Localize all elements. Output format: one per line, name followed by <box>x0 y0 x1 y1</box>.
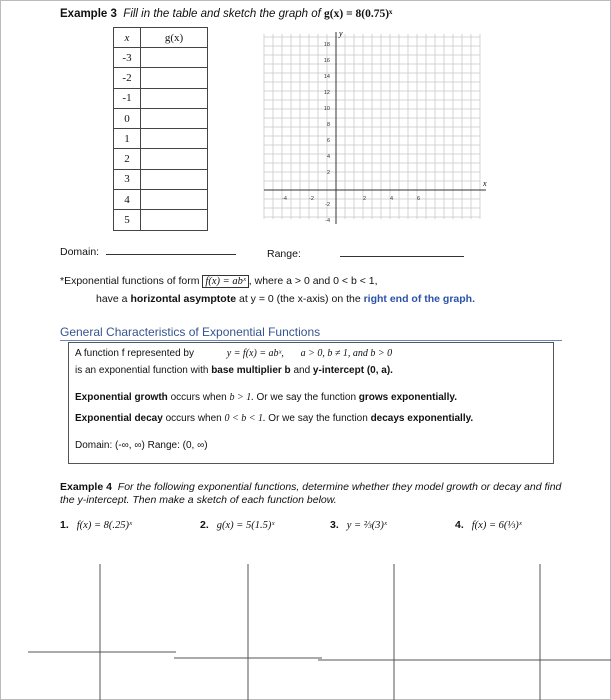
note-condition: , where a > 0 and 0 < b < 1, <box>248 275 378 287</box>
growth-a: occurs when <box>170 392 227 403</box>
x-axis-label: x <box>483 179 487 188</box>
x-cell: 2 <box>114 149 141 169</box>
growth-cond: b > 1. <box>229 392 254 403</box>
table-row <box>114 190 208 210</box>
general-title-rule <box>60 340 562 341</box>
x-tick: 6 <box>417 196 421 202</box>
example3-function: g(x) = 8(0.75)ˣ <box>324 8 393 20</box>
x-cell: -3 <box>114 48 141 68</box>
domain-row <box>60 244 236 258</box>
g-cell[interactable] <box>141 48 208 68</box>
table-row <box>114 108 208 128</box>
problem-number: 4. <box>455 519 464 531</box>
problem-number: 2. <box>200 519 209 531</box>
x-cell: 5 <box>114 210 141 230</box>
problem-function: g(x) = 5(1.5)ˣ <box>216 520 275 531</box>
note-line-1 <box>60 275 378 287</box>
decay-bold: Exponential decay <box>75 413 163 424</box>
general-row1-a: A function f represented by <box>75 348 194 359</box>
domain-blank[interactable] <box>106 244 236 255</box>
range-label: Range: <box>267 248 301 260</box>
y-tick: 16 <box>323 58 330 64</box>
table-row <box>114 169 208 189</box>
g-cell[interactable] <box>141 88 208 108</box>
x-cell: 4 <box>114 190 141 210</box>
g-cell[interactable] <box>141 129 208 149</box>
example4-instruction: For the following exponential functions, determine whether they model growth or decay and find the y-intercept. Then make a sketch of each function below. <box>60 481 562 506</box>
decay-a: occurs when <box>165 413 222 424</box>
table-row <box>114 149 208 169</box>
growth-bold2: grows exponentially. <box>358 392 457 403</box>
problem-2 <box>200 519 274 531</box>
y-tick: 14 <box>323 74 330 80</box>
g-cell[interactable] <box>141 169 208 189</box>
problem-function: y = ⅔(3)ˣ <box>346 520 387 531</box>
g-cell[interactable] <box>141 108 208 128</box>
x-tick: -4 <box>282 196 287 202</box>
g-cell[interactable] <box>141 190 208 210</box>
x-cell: 1 <box>114 129 141 149</box>
table-row <box>114 88 208 108</box>
decay-bold2: decays exponentially. <box>370 413 474 424</box>
general-box <box>68 342 554 464</box>
table-row <box>114 68 208 88</box>
g-cell[interactable] <box>141 210 208 230</box>
y-tick: -2 <box>325 202 330 208</box>
problem-number: 3. <box>330 519 339 531</box>
table-row <box>114 210 208 230</box>
general-row1-fn: y = f(x) = abˣ, <box>226 348 284 359</box>
decay-b: Or we say the function <box>268 413 368 424</box>
note-form: f(x) = abˣ <box>202 275 248 288</box>
y-tick: 8 <box>326 122 330 128</box>
problem-function: f(x) = 8(.25)ˣ <box>76 520 133 531</box>
y-tick: 4 <box>326 154 330 160</box>
range-blank[interactable] <box>340 246 464 257</box>
x-tick: 2 <box>363 196 367 202</box>
y-tick: 18 <box>323 42 330 48</box>
growth-b: Or we say the function <box>256 392 357 403</box>
header-x: x <box>114 28 141 48</box>
general-row2 <box>75 365 393 376</box>
example3-header <box>60 8 392 20</box>
x-cell: -2 <box>114 68 141 88</box>
example4-block <box>60 481 570 507</box>
x-cell: -1 <box>114 88 141 108</box>
problem-1 <box>60 519 132 531</box>
note-prefix: *Exponential functions of form <box>60 275 200 287</box>
general-growth <box>75 392 457 403</box>
coordinate-grid[interactable] <box>264 30 492 226</box>
general-domain-range: Domain: (-∞, ∞) Range: (0, ∞) <box>75 440 208 451</box>
range-row <box>267 246 464 260</box>
general-title: General Characteristics of Exponential Functions <box>60 325 321 339</box>
y-tick: -4 <box>325 218 330 224</box>
general-row2-bold: base multiplier b <box>211 365 291 376</box>
header-g: g(x) <box>141 28 208 48</box>
domain-label: Domain: <box>60 246 100 258</box>
sketch-axes[interactable] <box>0 550 611 700</box>
grid-lines <box>264 34 480 219</box>
y-axis-label: y <box>339 29 343 38</box>
y-tick: 10 <box>323 106 330 112</box>
value-table <box>113 27 208 231</box>
note-line2-blue: right end of the graph. <box>363 293 476 305</box>
problem-function: f(x) = 6(⅓)ˣ <box>471 520 522 531</box>
y-tick: 12 <box>323 90 330 96</box>
x-cell: 3 <box>114 169 141 189</box>
general-decay <box>75 413 473 424</box>
x-cell: 0 <box>114 108 141 128</box>
general-row2-bold2: y-intercept (0, a). <box>312 365 393 376</box>
table-header-row <box>114 28 208 48</box>
g-cell[interactable] <box>141 68 208 88</box>
problem-3 <box>330 519 387 531</box>
note-line2-bold: horizontal asymptote <box>130 293 237 305</box>
general-row1 <box>75 348 392 359</box>
example4-label: Example 4 <box>60 481 112 493</box>
problem-4 <box>455 519 522 531</box>
y-tick: 2 <box>326 170 330 176</box>
general-row2-a: is an exponential function with <box>75 365 209 376</box>
note-line2-a: have a <box>96 293 128 305</box>
table-row <box>114 48 208 68</box>
x-tick: -2 <box>309 196 314 202</box>
example3-instruction: Fill in the table and sketch the graph of <box>123 8 321 20</box>
note-line-2 <box>96 293 475 305</box>
general-row1-cond: a > 0, b ≠ 1, and b > 0 <box>300 348 393 359</box>
growth-bold: Exponential growth <box>75 392 168 403</box>
note-line2-b: at y = 0 (the x-axis) on the <box>238 293 361 305</box>
x-tick: 4 <box>390 196 394 202</box>
table-row <box>114 129 208 149</box>
y-tick: 6 <box>326 138 330 144</box>
g-cell[interactable] <box>141 149 208 169</box>
problem-number: 1. <box>60 519 69 531</box>
general-row2-b: and <box>293 365 311 376</box>
example3-label: Example 3 <box>60 8 117 20</box>
decay-cond: 0 < b < 1. <box>224 413 266 424</box>
